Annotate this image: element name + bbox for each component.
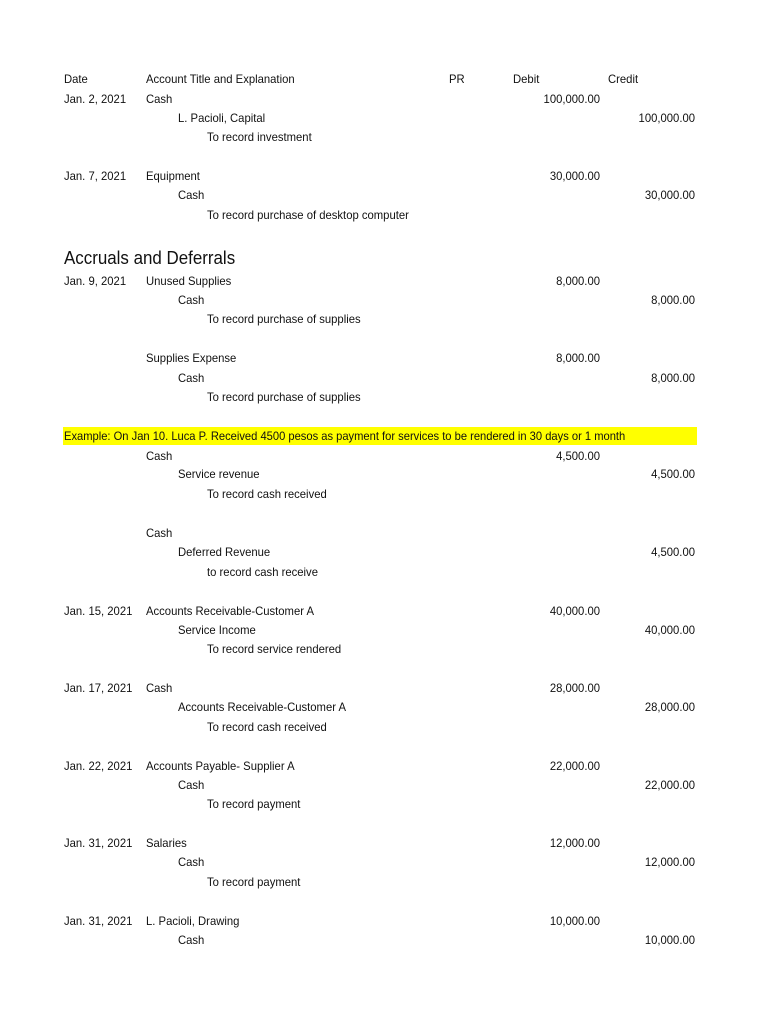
entry-debit-amount: 4,500.00 xyxy=(556,449,600,463)
entry-date: Jan. 9, 2021 xyxy=(64,274,127,288)
entry-credit-account: Accounts Receivable-Customer A xyxy=(178,700,347,714)
section-title: Accruals and Deferrals xyxy=(64,248,236,268)
entry-debit-account: Accounts Payable- Supplier A xyxy=(146,759,295,773)
entry-explanation: To record purchase of supplies xyxy=(207,312,361,326)
entry-explanation: To record payment xyxy=(207,875,301,889)
entry-debit-account: L. Pacioli, Drawing xyxy=(146,914,240,928)
header-credit: Credit xyxy=(608,72,639,86)
entry-debit-account: Cash xyxy=(146,92,173,106)
entry-credit-amount: 40,000.00 xyxy=(644,623,695,637)
entry-debit-account: Unused Supplies xyxy=(146,274,232,288)
entry-explanation: To record service rendered xyxy=(207,642,342,656)
entry-credit-amount: 4,500.00 xyxy=(651,545,695,559)
entry-credit-account: Cash xyxy=(178,933,205,947)
entry-credit-account: L. Pacioli, Capital xyxy=(178,111,266,125)
entry-credit-amount: 8,000.00 xyxy=(651,371,695,385)
entry-credit-amount: 8,000.00 xyxy=(651,293,695,307)
entry-credit-account: Cash xyxy=(178,188,205,202)
entry-credit-account: Cash xyxy=(178,855,205,869)
entry-debit-amount: 8,000.00 xyxy=(556,351,600,365)
entry-debit-amount: 40,000.00 xyxy=(549,604,600,618)
entry-credit-account: Cash xyxy=(178,293,205,307)
entry-debit-amount: 10,000.00 xyxy=(549,914,600,928)
entry-date: Jan. 15, 2021 xyxy=(64,604,133,618)
entry-debit-amount: 100,000.00 xyxy=(543,92,600,106)
entry-debit-account: Equipment xyxy=(146,169,200,183)
entry-explanation: To record cash received xyxy=(207,720,327,734)
entry-debit-account: Salaries xyxy=(146,836,187,850)
header-date: Date xyxy=(64,72,88,86)
entry-credit-account: Deferred Revenue xyxy=(178,545,271,559)
entry-date: Jan. 31, 2021 xyxy=(64,914,133,928)
entry-credit-amount: 4,500.00 xyxy=(651,467,695,481)
entry-debit-amount: 22,000.00 xyxy=(549,759,600,773)
entry-credit-amount: 10,000.00 xyxy=(644,933,695,947)
header-pr: PR xyxy=(449,72,465,86)
entry-credit-account: Service Income xyxy=(178,623,256,637)
entry-debit-amount: 12,000.00 xyxy=(549,836,600,850)
entry-explanation: To record cash received xyxy=(207,487,327,501)
entry-debit-account: Cash xyxy=(146,526,173,540)
entry-debit-account: Accounts Receivable-Customer A xyxy=(146,604,315,618)
example-note: Example: On Jan 10. Luca P. Received 4500 pesos as payment for services to be rendered in 30 days or 1 month xyxy=(64,429,626,443)
entry-credit-account: Service revenue xyxy=(178,467,260,481)
entry-date: Jan. 7, 2021 xyxy=(64,169,127,183)
entry-credit-account: Cash xyxy=(178,778,205,792)
entry-credit-amount: 100,000.00 xyxy=(638,111,695,125)
header-account: Account Title and Explanation xyxy=(146,72,295,86)
entry-date: Jan. 31, 2021 xyxy=(64,836,133,850)
entry-credit-amount: 22,000.00 xyxy=(644,778,695,792)
entry-explanation: To record investment xyxy=(207,130,312,144)
entry-credit-amount: 28,000.00 xyxy=(644,700,695,714)
entry-debit-amount: 8,000.00 xyxy=(556,274,600,288)
entry-debit-account: Cash xyxy=(146,681,173,695)
entry-explanation: to record cash receive xyxy=(207,565,318,579)
entry-explanation: To record payment xyxy=(207,797,301,811)
entry-debit-account: Supplies Expense xyxy=(146,351,237,365)
entry-date: Jan. 17, 2021 xyxy=(64,681,133,695)
entry-debit-amount: 30,000.00 xyxy=(549,169,600,183)
entry-date: Jan. 22, 2021 xyxy=(64,759,133,773)
entry-debit-amount: 28,000.00 xyxy=(549,681,600,695)
entry-debit-account: Cash xyxy=(146,449,173,463)
entry-date: Jan. 2, 2021 xyxy=(64,92,127,106)
entry-credit-account: Cash xyxy=(178,371,205,385)
entry-credit-amount: 30,000.00 xyxy=(644,188,695,202)
entry-explanation: To record purchase of desktop computer xyxy=(207,208,409,222)
entry-explanation: To record purchase of supplies xyxy=(207,390,361,404)
entry-credit-amount: 12,000.00 xyxy=(644,855,695,869)
header-debit: Debit xyxy=(513,72,540,86)
